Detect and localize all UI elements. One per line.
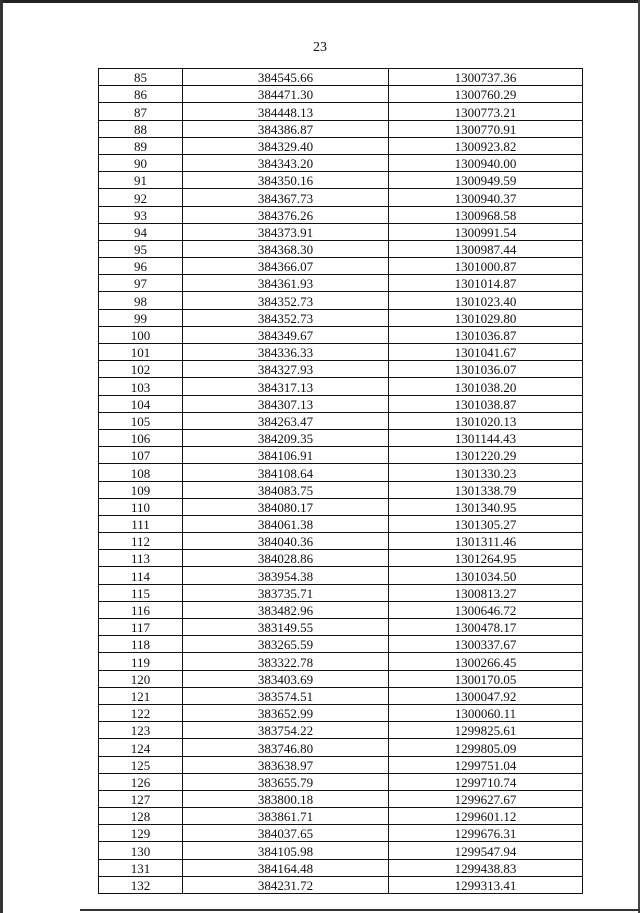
y-coordinate-cell: 1300060.11: [389, 704, 583, 721]
point-number-cell: 91: [99, 172, 183, 189]
x-coordinate-cell: 384367.73: [183, 189, 389, 206]
y-coordinate-cell: 1300773.21: [389, 103, 583, 120]
table-row: [99, 120, 583, 137]
y-coordinate-cell: 1300770.91: [389, 120, 583, 137]
x-coordinate-cell: 384386.87: [183, 120, 389, 137]
table-row: [99, 240, 583, 257]
y-coordinate-cell: 1299627.67: [389, 790, 583, 807]
y-coordinate-cell: 1301340.95: [389, 498, 583, 515]
table-row: [99, 481, 583, 498]
x-coordinate-cell: 384037.65: [183, 825, 389, 842]
point-number-cell: 94: [99, 223, 183, 240]
table-row: [99, 275, 583, 292]
point-number-cell: 122: [99, 704, 183, 721]
x-coordinate-cell: 383322.78: [183, 653, 389, 670]
x-coordinate-cell: 384349.67: [183, 326, 389, 343]
x-coordinate-cell: 383652.99: [183, 704, 389, 721]
x-coordinate-cell: 384352.73: [183, 309, 389, 326]
y-coordinate-cell: 1300940.37: [389, 189, 583, 206]
x-coordinate-cell: 384366.07: [183, 258, 389, 275]
table-row: [99, 859, 583, 876]
y-coordinate-cell: 1299676.31: [389, 825, 583, 842]
table-row: [99, 292, 583, 309]
y-coordinate-cell: 1301029.80: [389, 309, 583, 326]
x-coordinate-cell: 383746.80: [183, 739, 389, 756]
x-coordinate-cell: 384327.93: [183, 361, 389, 378]
point-number-cell: 98: [99, 292, 183, 309]
y-coordinate-cell: 1300968.58: [389, 206, 583, 223]
table-row: [99, 447, 583, 464]
x-coordinate-cell: 383574.51: [183, 687, 389, 704]
table-row: [99, 412, 583, 429]
x-coordinate-cell: 384376.26: [183, 206, 389, 223]
point-number-cell: 101: [99, 344, 183, 361]
coordinates-table: [98, 68, 583, 894]
table-row: [99, 619, 583, 636]
table-row: [99, 756, 583, 773]
y-coordinate-cell: 1300813.27: [389, 584, 583, 601]
point-number-cell: 115: [99, 584, 183, 601]
y-coordinate-cell: 1301038.20: [389, 378, 583, 395]
point-number-cell: 111: [99, 515, 183, 532]
point-number-cell: 108: [99, 464, 183, 481]
point-number-cell: 121: [99, 687, 183, 704]
y-coordinate-cell: 1301023.40: [389, 292, 583, 309]
point-number-cell: 97: [99, 275, 183, 292]
y-coordinate-cell: 1300266.45: [389, 653, 583, 670]
table-row: [99, 344, 583, 361]
x-coordinate-cell: 383482.96: [183, 601, 389, 618]
x-coordinate-cell: 384164.48: [183, 859, 389, 876]
table-row: [99, 584, 583, 601]
point-number-cell: 114: [99, 567, 183, 584]
y-coordinate-cell: 1299825.61: [389, 722, 583, 739]
point-number-cell: 120: [99, 670, 183, 687]
point-number-cell: 125: [99, 756, 183, 773]
point-number-cell: 87: [99, 103, 183, 120]
y-coordinate-cell: 1301311.46: [389, 533, 583, 550]
table-row: [99, 206, 583, 223]
table-row: [99, 842, 583, 859]
point-number-cell: 93: [99, 206, 183, 223]
x-coordinate-cell: 384373.91: [183, 223, 389, 240]
point-number-cell: 131: [99, 859, 183, 876]
y-coordinate-cell: 1300337.67: [389, 636, 583, 653]
table-row: [99, 258, 583, 275]
point-number-cell: 89: [99, 137, 183, 154]
point-number-cell: 129: [99, 825, 183, 842]
x-coordinate-cell: 384083.75: [183, 481, 389, 498]
y-coordinate-cell: 1300949.59: [389, 172, 583, 189]
table-row: [99, 601, 583, 618]
y-coordinate-cell: 1301036.87: [389, 326, 583, 343]
point-number-cell: 102: [99, 361, 183, 378]
table-row: [99, 378, 583, 395]
table-row: [99, 223, 583, 240]
table-row: [99, 86, 583, 103]
x-coordinate-cell: 384471.30: [183, 86, 389, 103]
point-number-cell: 95: [99, 240, 183, 257]
y-coordinate-cell: 1299710.74: [389, 773, 583, 790]
table-row: [99, 825, 583, 842]
point-number-cell: 103: [99, 378, 183, 395]
y-coordinate-cell: 1300923.82: [389, 137, 583, 154]
point-number-cell: 107: [99, 447, 183, 464]
y-coordinate-cell: 1300646.72: [389, 601, 583, 618]
y-coordinate-cell: 1299805.09: [389, 739, 583, 756]
y-coordinate-cell: 1301220.29: [389, 447, 583, 464]
point-number-cell: 90: [99, 154, 183, 171]
x-coordinate-cell: 383954.38: [183, 567, 389, 584]
y-coordinate-cell: 1300987.44: [389, 240, 583, 257]
table-row: [99, 550, 583, 567]
y-coordinate-cell: 1299438.83: [389, 859, 583, 876]
x-coordinate-cell: 383800.18: [183, 790, 389, 807]
scan-edge-bottom: [80, 909, 640, 911]
y-coordinate-cell: 1301041.67: [389, 344, 583, 361]
x-coordinate-cell: 383265.59: [183, 636, 389, 653]
x-coordinate-cell: 384545.66: [183, 69, 389, 86]
table-row: [99, 154, 583, 171]
coordinates-table-body: [99, 69, 583, 894]
x-coordinate-cell: 384106.91: [183, 447, 389, 464]
table-row: [99, 189, 583, 206]
table-row: [99, 790, 583, 807]
point-number-cell: 132: [99, 876, 183, 893]
table-row: [99, 687, 583, 704]
x-coordinate-cell: 384108.64: [183, 464, 389, 481]
table-row: [99, 172, 583, 189]
table-row: [99, 103, 583, 120]
y-coordinate-cell: 1301144.43: [389, 429, 583, 446]
x-coordinate-cell: 384209.35: [183, 429, 389, 446]
table-row: [99, 464, 583, 481]
point-number-cell: 117: [99, 619, 183, 636]
y-coordinate-cell: 1299601.12: [389, 808, 583, 825]
table-row: [99, 808, 583, 825]
point-number-cell: 106: [99, 429, 183, 446]
y-coordinate-cell: 1301020.13: [389, 412, 583, 429]
x-coordinate-cell: 384336.33: [183, 344, 389, 361]
table-row: [99, 326, 583, 343]
point-number-cell: 99: [99, 309, 183, 326]
y-coordinate-cell: 1299313.41: [389, 876, 583, 893]
table-row: [99, 722, 583, 739]
point-number-cell: 113: [99, 550, 183, 567]
point-number-cell: 119: [99, 653, 183, 670]
point-number-cell: 124: [99, 739, 183, 756]
table-row: [99, 533, 583, 550]
y-coordinate-cell: 1300170.05: [389, 670, 583, 687]
table-row: [99, 704, 583, 721]
table-row: [99, 773, 583, 790]
table-row: [99, 636, 583, 653]
x-coordinate-cell: 384307.13: [183, 395, 389, 412]
table-row: [99, 515, 583, 532]
x-coordinate-cell: 383403.69: [183, 670, 389, 687]
point-number-cell: 118: [99, 636, 183, 653]
point-number-cell: 128: [99, 808, 183, 825]
table-row: [99, 395, 583, 412]
point-number-cell: 88: [99, 120, 183, 137]
x-coordinate-cell: 384080.17: [183, 498, 389, 515]
x-coordinate-cell: 383861.71: [183, 808, 389, 825]
point-number-cell: 130: [99, 842, 183, 859]
y-coordinate-cell: 1301034.50: [389, 567, 583, 584]
point-number-cell: 105: [99, 412, 183, 429]
x-coordinate-cell: 384317.13: [183, 378, 389, 395]
y-coordinate-cell: 1300737.36: [389, 69, 583, 86]
x-coordinate-cell: 384343.20: [183, 154, 389, 171]
point-number-cell: 112: [99, 533, 183, 550]
point-number-cell: 127: [99, 790, 183, 807]
table-row: [99, 309, 583, 326]
y-coordinate-cell: 1301264.95: [389, 550, 583, 567]
point-number-cell: 96: [99, 258, 183, 275]
table-row: [99, 498, 583, 515]
x-coordinate-cell: 383655.79: [183, 773, 389, 790]
y-coordinate-cell: 1301330.23: [389, 464, 583, 481]
scan-edge-left: [0, 0, 3, 913]
point-number-cell: 92: [99, 189, 183, 206]
scan-edge-top: [0, 0, 640, 3]
point-number-cell: 126: [99, 773, 183, 790]
table-row: [99, 69, 583, 86]
point-number-cell: 110: [99, 498, 183, 515]
point-number-cell: 109: [99, 481, 183, 498]
x-coordinate-cell: 384231.72: [183, 876, 389, 893]
table-row: [99, 739, 583, 756]
x-coordinate-cell: 384105.98: [183, 842, 389, 859]
table-row: [99, 567, 583, 584]
x-coordinate-cell: 384028.86: [183, 550, 389, 567]
x-coordinate-cell: 383735.71: [183, 584, 389, 601]
table-row: [99, 429, 583, 446]
x-coordinate-cell: 383638.97: [183, 756, 389, 773]
table-row: [99, 361, 583, 378]
y-coordinate-cell: 1300760.29: [389, 86, 583, 103]
y-coordinate-cell: 1300991.54: [389, 223, 583, 240]
y-coordinate-cell: 1301014.87: [389, 275, 583, 292]
x-coordinate-cell: 384352.73: [183, 292, 389, 309]
x-coordinate-cell: 384263.47: [183, 412, 389, 429]
point-number-cell: 116: [99, 601, 183, 618]
x-coordinate-cell: 384040.36: [183, 533, 389, 550]
point-number-cell: 104: [99, 395, 183, 412]
table-row: [99, 653, 583, 670]
x-coordinate-cell: 384448.13: [183, 103, 389, 120]
y-coordinate-cell: 1301000.87: [389, 258, 583, 275]
x-coordinate-cell: 383149.55: [183, 619, 389, 636]
y-coordinate-cell: 1301305.27: [389, 515, 583, 532]
table-row: [99, 876, 583, 893]
point-number-cell: 123: [99, 722, 183, 739]
y-coordinate-cell: 1300940.00: [389, 154, 583, 171]
x-coordinate-cell: 383754.22: [183, 722, 389, 739]
page-number: 23: [313, 40, 327, 55]
x-coordinate-cell: 384350.16: [183, 172, 389, 189]
x-coordinate-cell: 384061.38: [183, 515, 389, 532]
y-coordinate-cell: 1299547.94: [389, 842, 583, 859]
y-coordinate-cell: 1301338.79: [389, 481, 583, 498]
point-number-cell: 86: [99, 86, 183, 103]
y-coordinate-cell: 1299751.04: [389, 756, 583, 773]
y-coordinate-cell: 1301038.87: [389, 395, 583, 412]
x-coordinate-cell: 384329.40: [183, 137, 389, 154]
y-coordinate-cell: 1301036.07: [389, 361, 583, 378]
y-coordinate-cell: 1300047.92: [389, 687, 583, 704]
point-number-cell: 85: [99, 69, 183, 86]
table-row: [99, 137, 583, 154]
x-coordinate-cell: 384361.93: [183, 275, 389, 292]
table-row: [99, 670, 583, 687]
point-number-cell: 100: [99, 326, 183, 343]
x-coordinate-cell: 384368.30: [183, 240, 389, 257]
y-coordinate-cell: 1300478.17: [389, 619, 583, 636]
